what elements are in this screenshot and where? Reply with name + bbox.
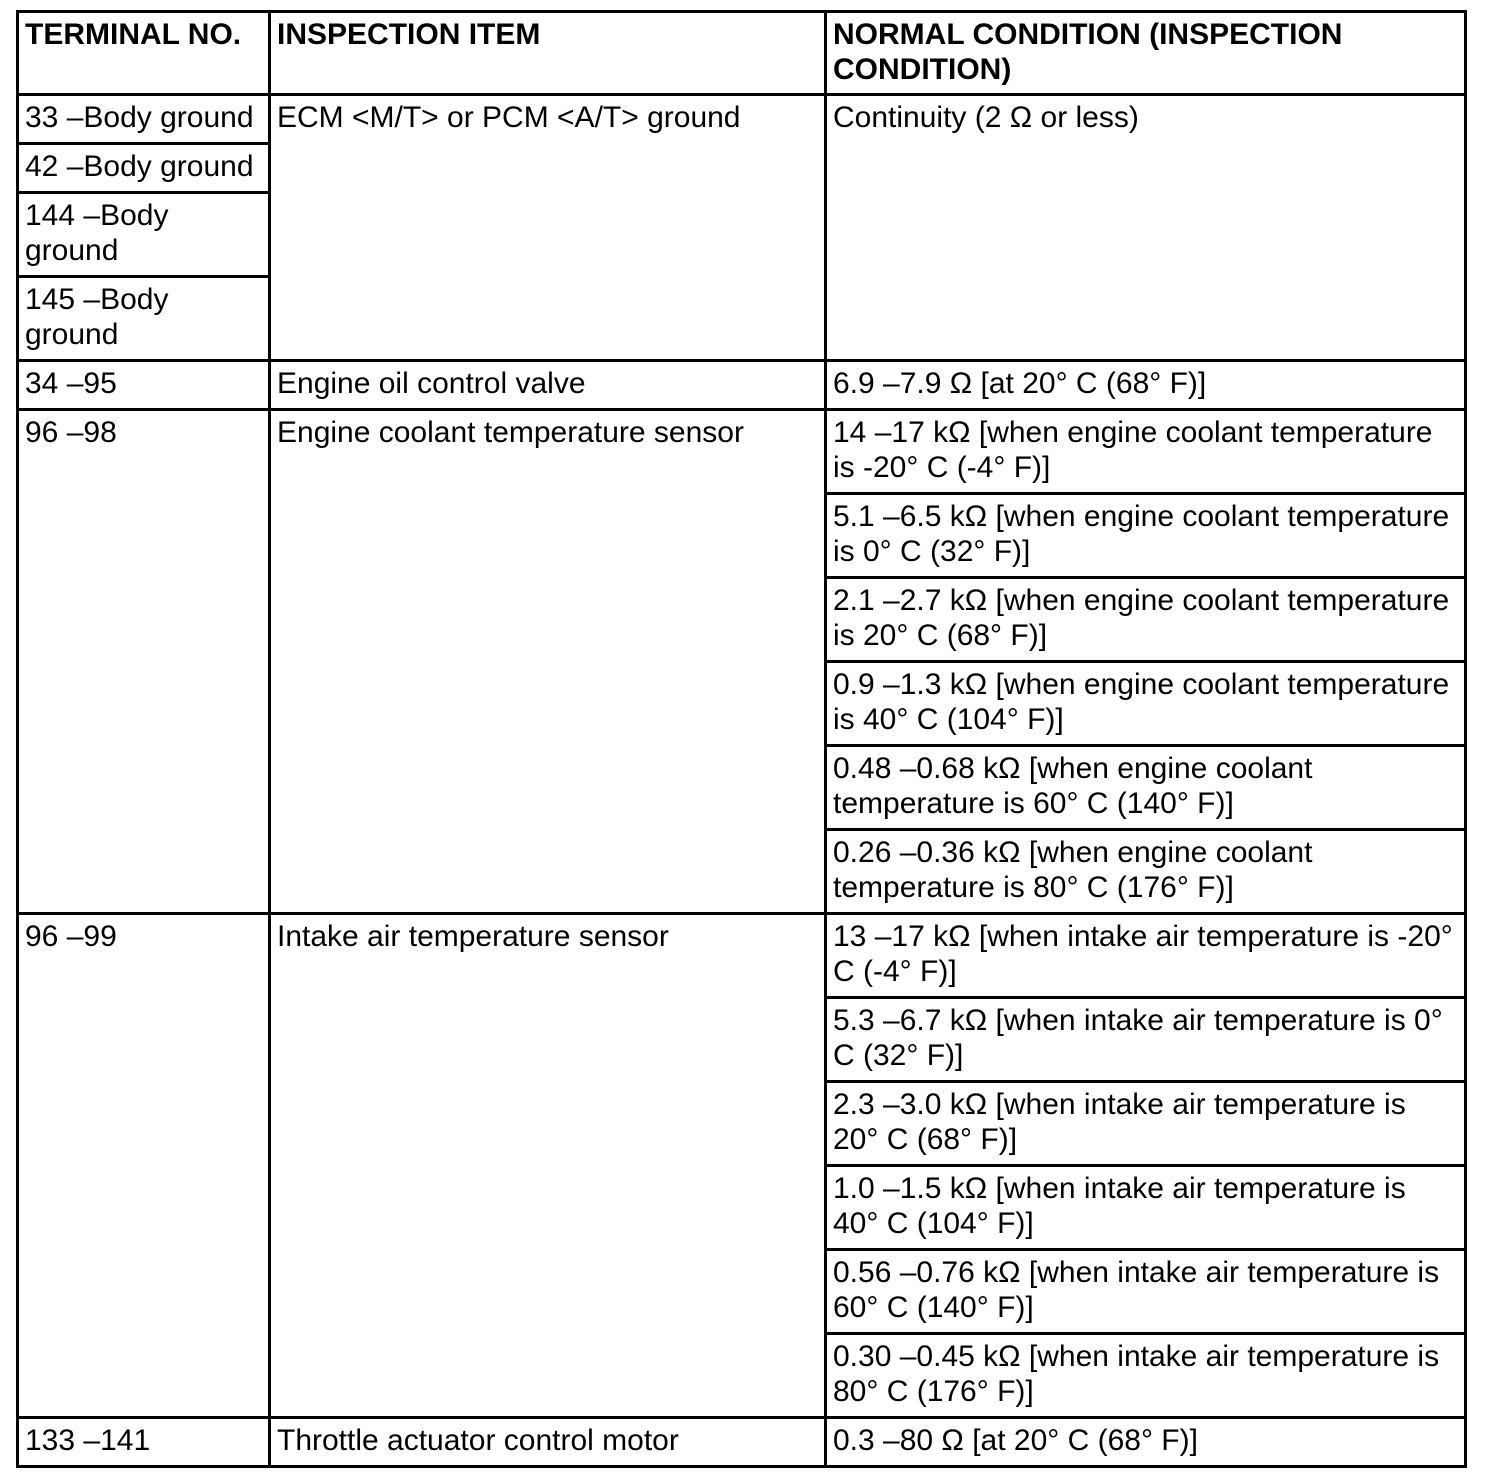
table-row	[18, 410, 1466, 494]
cell-terminal: 133 –141	[18, 1418, 270, 1467]
cell-normal-condition: 2.1 –2.7 kΩ [when engine coolant temperature is 20° C (68° F)]	[826, 578, 1466, 662]
cell-normal-condition: 5.1 –6.5 kΩ [when engine coolant temperature is 0° C (32° F)]	[826, 494, 1466, 578]
table-row	[18, 914, 1466, 998]
header-inspection-item: INSPECTION ITEM	[270, 12, 826, 95]
header-normal-condition: NORMAL CONDITION (INSPECTION CONDITION)	[826, 12, 1466, 95]
cell-normal-condition: 0.3 –80 Ω [at 20° C (68° F)]	[826, 1418, 1466, 1467]
cell-normal-condition: 0.48 –0.68 kΩ [when engine coolant temperature is 60° C (140° F)]	[826, 746, 1466, 830]
cell-inspection-item: Engine oil control valve	[270, 361, 826, 410]
table-header-row	[18, 12, 1466, 95]
cell-normal-condition: 0.9 –1.3 kΩ [when engine coolant temperature is 40° C (104° F)]	[826, 662, 1466, 746]
cell-terminal: 96 –98	[18, 410, 270, 914]
cell-terminal: 144 –Body ground	[18, 193, 270, 277]
cell-inspection-item: Engine coolant temperature sensor	[270, 410, 826, 914]
cell-terminal: 96 –99	[18, 914, 270, 1418]
cell-normal-condition: 14 –17 kΩ [when engine coolant temperature is -20° C (-4° F)]	[826, 410, 1466, 494]
cell-inspection-item: Intake air temperature sensor	[270, 914, 826, 1418]
cell-normal-condition: 0.56 –0.76 kΩ [when intake air temperature is 60° C (140° F)]	[826, 1250, 1466, 1334]
header-terminal-no: TERMINAL NO.	[18, 12, 270, 95]
terminal-inspection-table	[16, 10, 1467, 1468]
cell-terminal: 42 –Body ground	[18, 144, 270, 193]
cell-terminal: 33 –Body ground	[18, 95, 270, 144]
cell-terminal: 34 –95	[18, 361, 270, 410]
cell-normal-condition: 6.9 –7.9 Ω [at 20° C (68° F)]	[826, 361, 1466, 410]
cell-normal-condition: 2.3 –3.0 kΩ [when intake air temperature is 20° C (68° F)]	[826, 1082, 1466, 1166]
cell-normal-condition: 5.3 –6.7 kΩ [when intake air temperature is 0° C (32° F)]	[826, 998, 1466, 1082]
cell-normal-condition: 1.0 –1.5 kΩ [when intake air temperature is 40° C (104° F)]	[826, 1166, 1466, 1250]
table-row	[18, 95, 1466, 144]
cell-normal-condition: 0.26 –0.36 kΩ [when engine coolant temperature is 80° C (176° F)]	[826, 830, 1466, 914]
cell-normal-condition: Continuity (2 Ω or less)	[826, 95, 1466, 361]
cell-inspection-item: Throttle actuator control motor	[270, 1418, 826, 1467]
table-row	[18, 1418, 1466, 1467]
table-row	[18, 361, 1466, 410]
cell-inspection-item: ECM <M/T> or PCM <A/T> ground	[270, 95, 826, 361]
cell-terminal: 145 –Body ground	[18, 277, 270, 361]
cell-normal-condition: 13 –17 kΩ [when intake air temperature is -20° C (-4° F)]	[826, 914, 1466, 998]
cell-normal-condition: 0.30 –0.45 kΩ [when intake air temperature is 80° C (176° F)]	[826, 1334, 1466, 1418]
